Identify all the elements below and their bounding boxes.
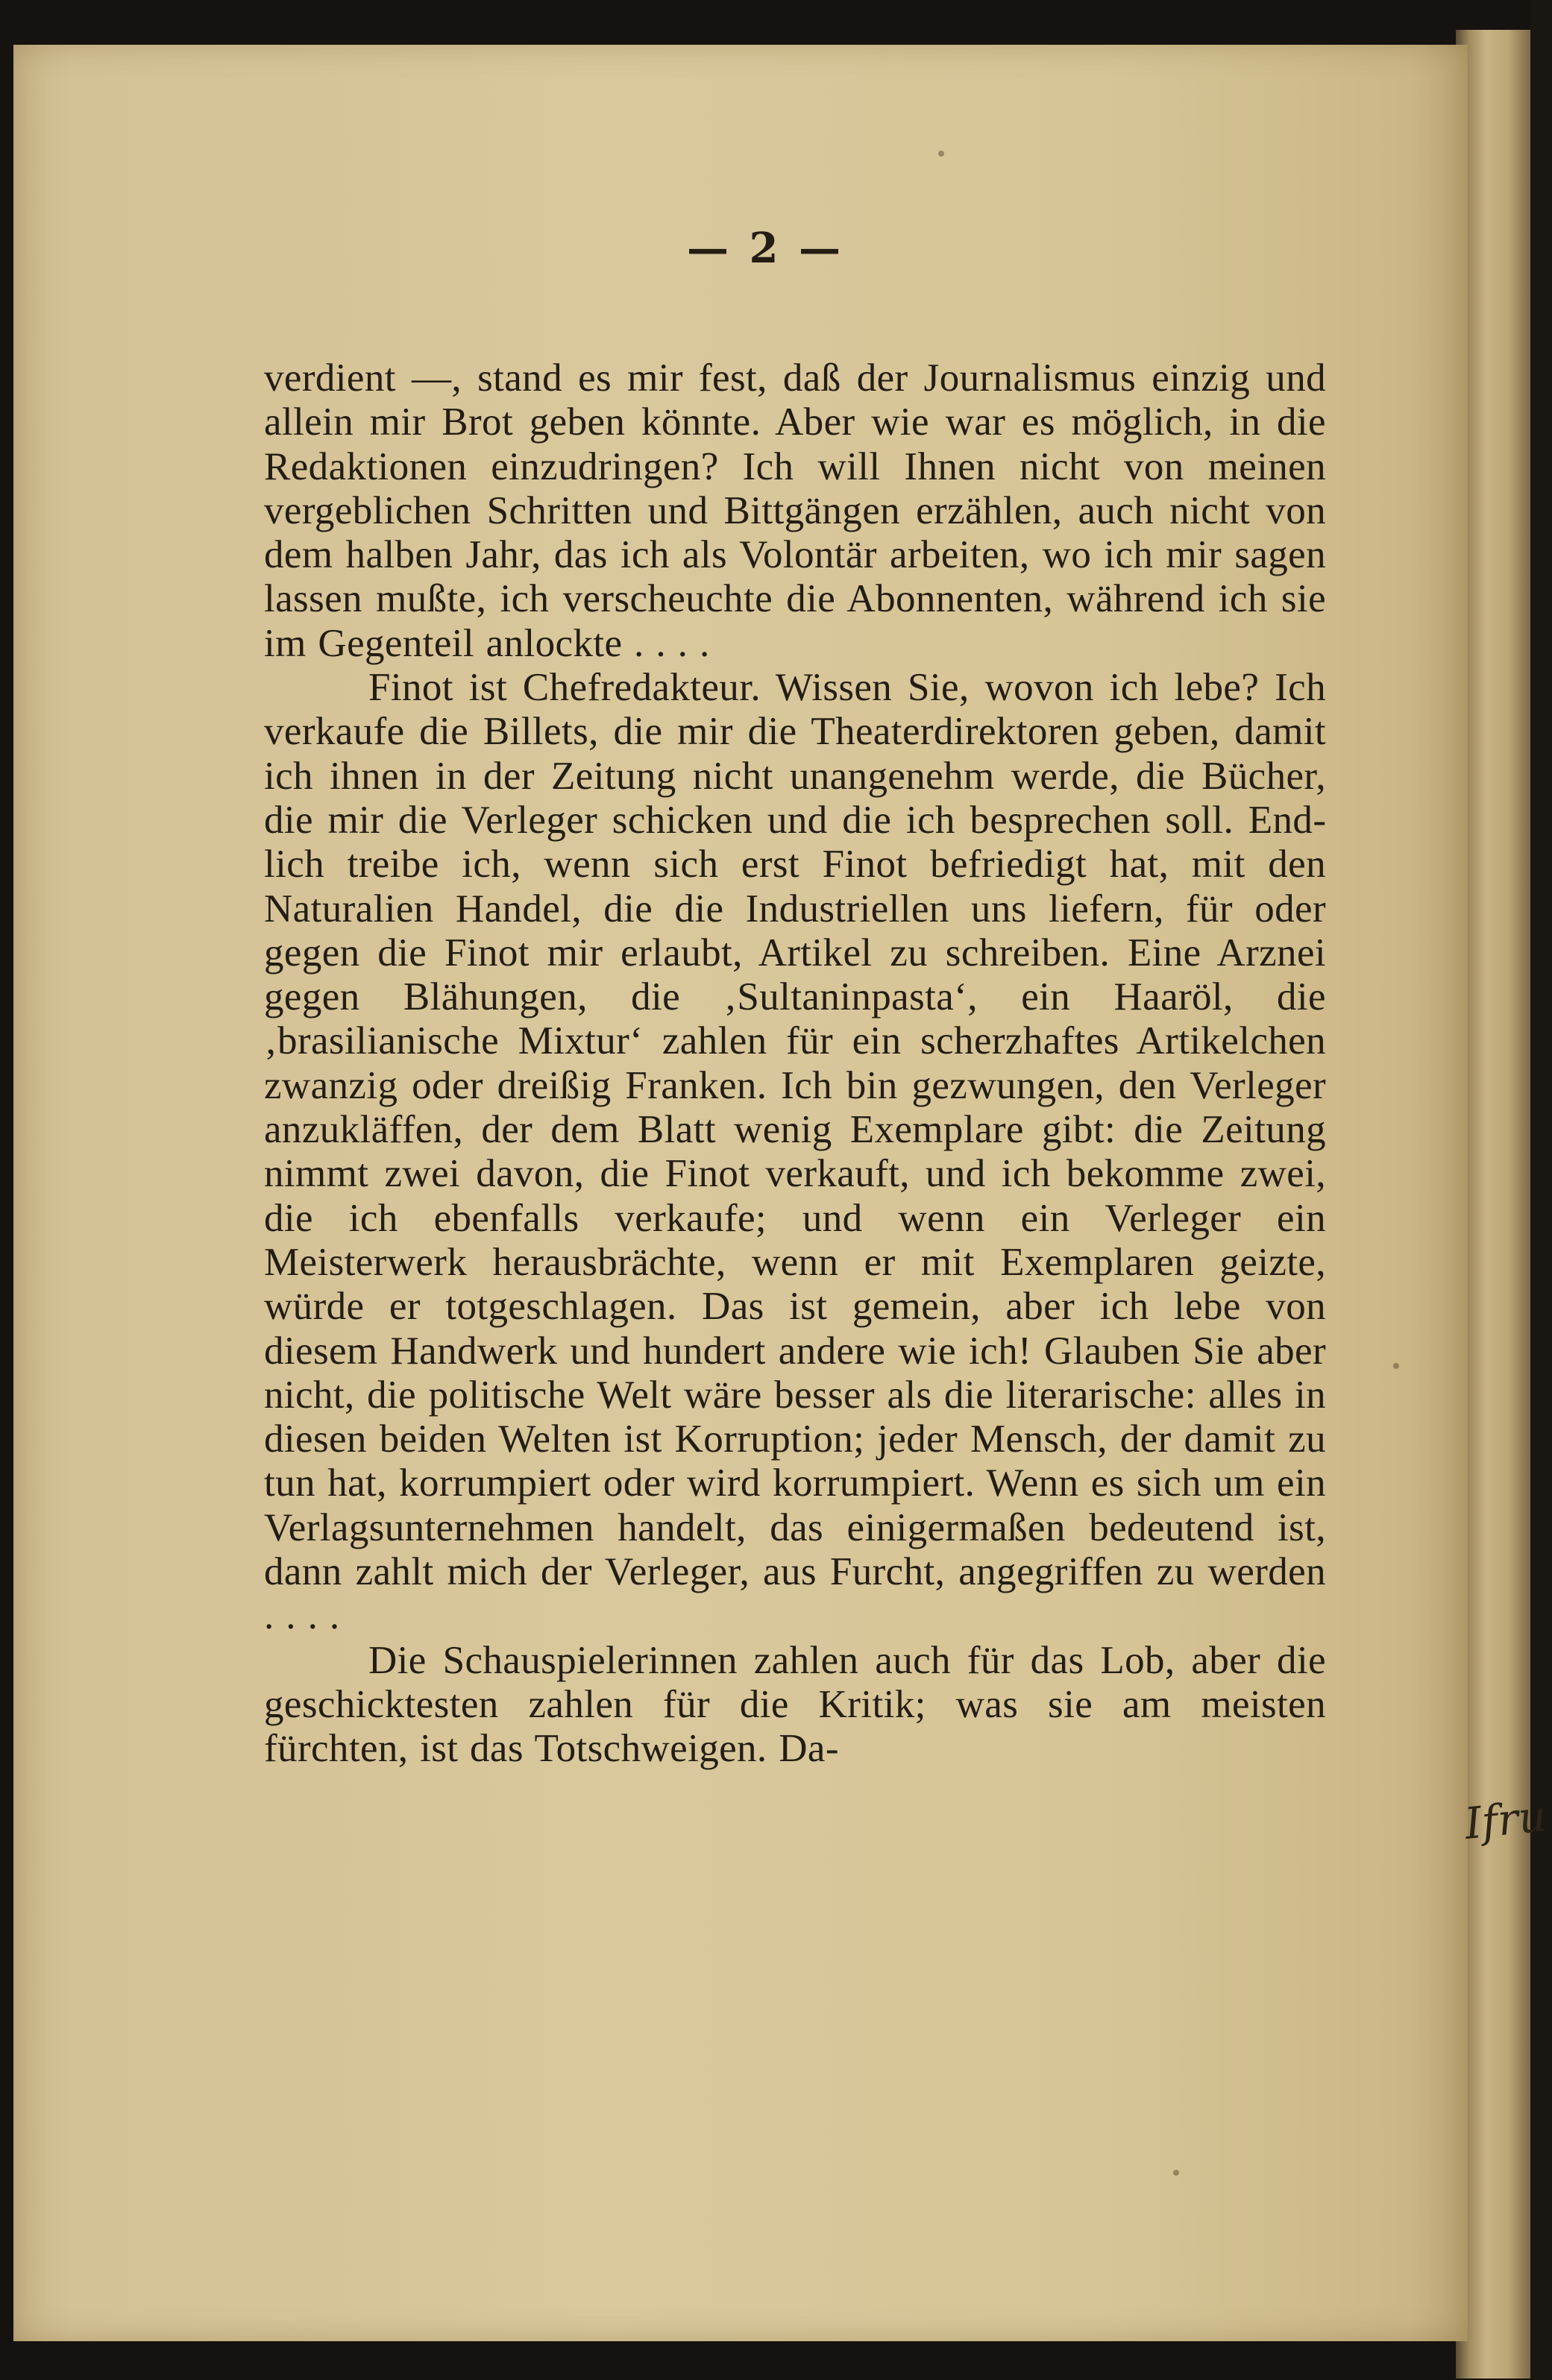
paper-speck	[938, 151, 944, 157]
paragraph-1: verdient —, stand es mir fest, daß der Journalismus einzig und allein mir Brot geben könnte. Aber wie war es möglich, in die Redaktionen einzudringen? Ich will Ihnen nicht von meinen vergeblichen Schritten und Bittgängen erzählen, auch nicht von dem halben Jahr, das ich als Volontär arbeiten, wo ich mir sagen lassen mußte, ich verscheuchte die Abonnenten, während ich sie im Gegenteil anlockte . . . .	[264, 356, 1326, 665]
body-text	[264, 356, 1326, 1772]
page-number: — 2 —	[687, 224, 843, 273]
paragraph-3: Die Schauspielerinnen zahlen auch für das Lob, aber die geschicktesten zahlen für die Kritik; was sie am meisten fürchten, ist das Totschweigen. Da-	[264, 1638, 1326, 1771]
paper-speck	[1173, 2170, 1179, 2176]
handwritten-margin-note: Ifru	[1462, 1790, 1549, 1850]
paragraph-2: Finot ist Chefredakteur. Wissen Sie, wovon ich lebe? Ich verkaufe die Billets, die mir die Theaterdirektoren geben, damit ich ihnen in der Zeitung nicht unangenehm werde, die Bücher, die mir die Verleger schicken und die ich besprechen soll. Endlich treibe ich, wenn sich erst Finot befriedigt hat, mit den Naturalien Handel, die die Industriellen uns liefern, für oder gegen die Finot mir erlaubt, Artikel zu schreiben. Eine Arznei gegen Blähungen, die ‚Sultaninpasta‘, ein Haaröl, die ‚brasilianische Mixtur‘ zahlen für ein scherzhaftes Artikelchen zwanzig oder dreißig Franken. Ich bin gezwungen, den Verleger anzukläffen, der dem Blatt wenig Exemplare gibt: die Zeitung nimmt zwei davon, die Finot verkauft, und ich bekomme zwei, die ich ebenfalls verkaufe; und wenn ein Verleger ein Meisterwerk herausbrächte, wenn er mit Exemplaren geizte, würde er totgeschlagen. Das ist gemein, aber ich lebe von diesem Handwerk und hundert andere wie ich! Glauben Sie aber nicht, die politische Welt wäre besser als die literarische: alles in diesen beiden Welten ist Korruption; jeder Mensch, der damit zu tun hat, korrumpiert oder wird korrumpiert. Wenn es sich um ein Verlagsunternehmen handelt, das einigermaßen bedeutend ist, dann zahlt mich der Verleger, aus Furcht, angegriffen zu werden . . . .	[264, 666, 1326, 1638]
paper-speck	[1393, 1363, 1399, 1369]
